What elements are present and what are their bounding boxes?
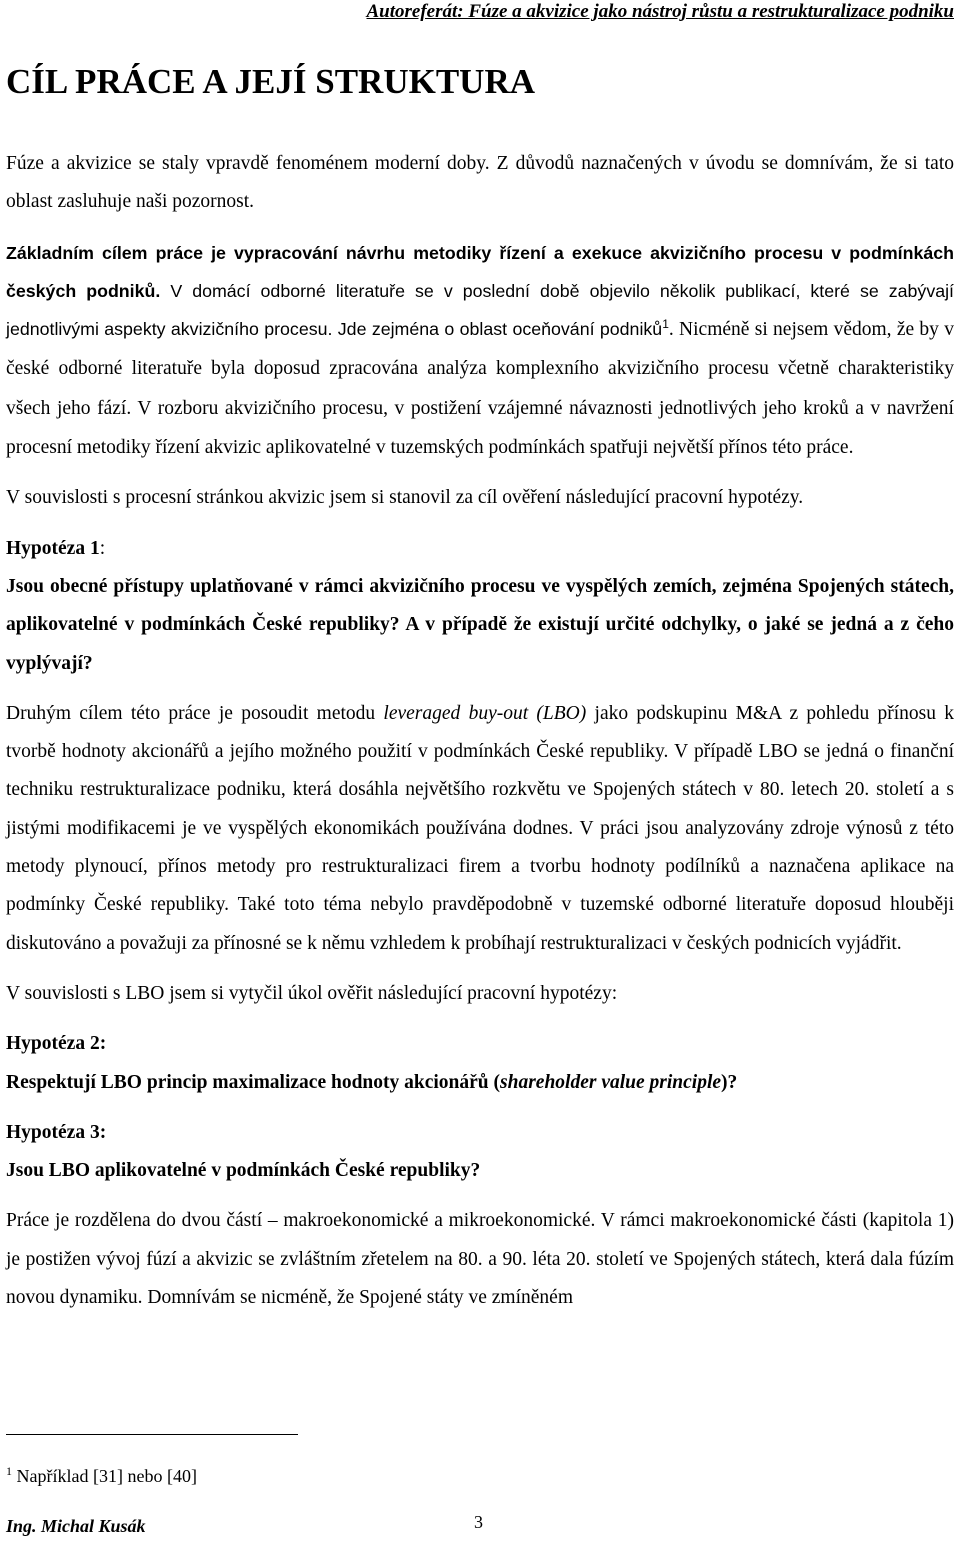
hypothesis-1-label: Hypotéza 1: <box>6 537 106 559</box>
structure-paragraph: Práce je rozdělena do dvou částí – makroekonomické a mikroekonomické. V rámci makroekonomické části (kapitola 1) je postižen vývoj fúzí a akvizic se zvláštním zřetelem na 80. a 90. léta 20. století ve Spojených státech, která dala fúzím novou dynamiku. Domnívám se nicméně, že Spojené státy ve zmíněném <box>6 1210 954 1309</box>
lbo-paragraph: Druhým cílem této práce je posoudit metodu leveraged buy-out (LBO) jako podskupinu M&A z pohledu přínosu k tvorbě hodnoty akcionářů a jejího možného použití v podmínkách České republiky. V případě LBO se jedná o finanční techniku restrukturalizace podniku, která dosáhla největšího rozkvětu ve Spojených státech v 80. letech 20. století a s jistými modifikacemi je ve vyspělých ekonomikách používána dodnes. V práci jsou analyzovány zdroje výnosů z této metody plynoucí, přínos metody pro restrukturalizaci firem a tvorbu hodnoty podílníků a naznačena aplikace na podmínky České republiky. Také toto téma nebylo pravděpodobně v tuzemské odborné literatuře doposud hlouběji diskutováno a považuji za přínosné se k němu vzhledem k probíhají restrukturalizaci v českých podnicích vyjádřit. <box>6 702 954 954</box>
literature-text: V domácí odborné literatuře se v poslední době objevilo několik publikací, které se zabývají jednotlivými aspekty akvizičního procesu. Jde zejména o oblast oceňování podniků <box>6 280 954 340</box>
page-number: 3 <box>474 1512 483 1532</box>
footnote-marker: 1 <box>6 1464 12 1478</box>
footnote-text: Například [31] nebo [40] <box>12 1466 197 1486</box>
contribution-text: V rozboru akvizičního procesu, v postižení vzájemné návaznosti jednotlivých jeho kroků a v navržení procesní metodiky řízení akvizic aplikovatelné v tuzemských podmínkách spatřuji největší přínos této práce. <box>6 397 954 459</box>
hypothesis-3-question: Jsou LBO aplikovatelné v podmínkách České republiky? <box>6 1160 481 1182</box>
hypothesis-2-label: Hypotéza 2: <box>6 1033 107 1055</box>
running-header: Autoreferát: Fúze a akvizice jako nástroj růstu a restrukturalizace podniku <box>366 1 954 22</box>
footer-author: Ing. Michal Kusák <box>6 1516 146 1536</box>
hypothesis-3 <box>6 1114 954 1191</box>
hypothesis-3-label: Hypotéza 3: <box>6 1121 107 1143</box>
hypothesis-1 <box>6 530 954 683</box>
lbo-term: leveraged buy-out (LBO) <box>383 702 587 724</box>
hypotheses-intro: V souvislosti s procesní stránkou akvizic jsem si stanovil za cíl ověření následující pracovní hypotézy. <box>6 487 804 509</box>
intro-paragraph: Fúze a akvizice se staly vpravdě fenoménem moderní doby. Z důvodů naznačených v úvodu se domnívám, že si tato oblast zasluhuje naši pozornost. <box>6 153 954 213</box>
footnote <box>6 1466 197 1487</box>
goal-paragraph <box>6 234 954 468</box>
hypothesis-2 <box>6 1025 954 1102</box>
main-goal-statement: Základním cílem práce je vypracování návrhu metodiky řízení a exekuce akvizičního procesu v podmínkách českých podniků. <box>6 242 954 301</box>
footnote-divider <box>6 1434 298 1435</box>
lbo-hypotheses-intro: V souvislosti s LBO jsem si vytyčil úkol ověřit následující pracovní hypotézy: <box>6 982 618 1004</box>
hypothesis-1-question: Jsou obecné přístupy uplatňované v rámci akvizičního procesu ve vyspělých zemích, zejména Spojených státech, aplikovatelné v podmínkách České republiky? A v případě že existují určité odchylky, o jaké se jedná a z čeho vyplývají? <box>6 575 954 674</box>
body-text <box>6 145 954 1329</box>
section-title: CÍL PRÁCE A JEJÍ STRUKTURA <box>6 62 535 101</box>
footnote-reference[interactable]: 1 <box>662 317 669 332</box>
hypothesis-2-question: Respektují LBO princip maximalizace hodnoty akcionářů (shareholder value principle)? <box>6 1071 738 1093</box>
analysis-text: . Nicméně si nejsem vědom, že by v české odborné literatuře byla doposud zpracována analýza komplexního akvizičního procesu včetně charakteristiky všech jeho fází. <box>6 319 954 419</box>
